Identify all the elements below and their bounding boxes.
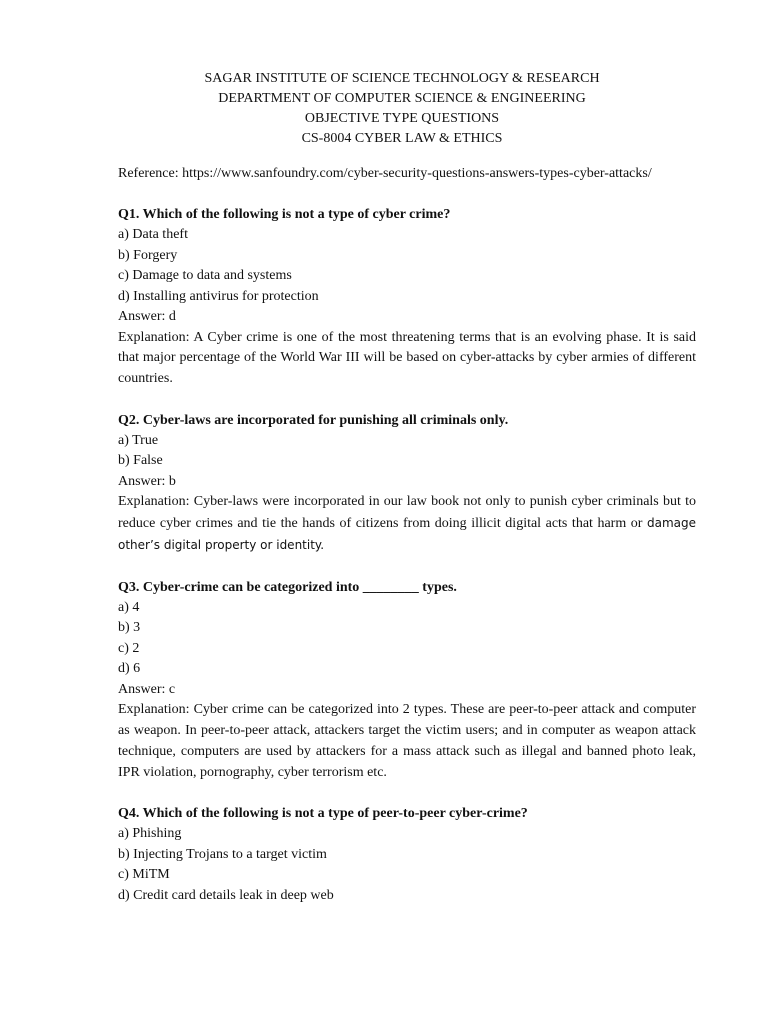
option-d: d) Credit card details leak in deep web [118, 887, 334, 903]
document-header [108, 69, 696, 149]
explanation: Explanation: Cyber crime can be categorized into 2 types. These are peer-to-peer attack and computer as weapon. In peer-to-peer attack, attackers target the victim users; and in computer as weapon attack technique, computers are used by attackers for a mass attack such as illegal and banned photo leak, IPR violation, pornography, cyber terrorism etc. [118, 702, 696, 780]
question-3 [118, 578, 696, 784]
document-type: OBJECTIVE TYPE QUESTIONS [304, 111, 500, 126]
option-b: b) 3 [118, 620, 141, 636]
option-a: a) Data theft [118, 227, 188, 242]
option-c: c) MiTM [118, 867, 170, 883]
option-c: c) 2 [118, 640, 140, 656]
course-title: CS-8004 CYBER LAW & ETHICS [301, 131, 503, 146]
question-title: Q3. Cyber-crime can be categorized into ________ types. [118, 579, 457, 595]
answer: Answer: c [118, 681, 176, 697]
question-title: Q2. Cyber-laws are incorporated for punishing all criminals only. [118, 412, 509, 428]
option-b: b) Forgery [118, 247, 178, 263]
explanation-text: Explanation: Cyber-laws were incorporated in our law book not only to punish cyber criminals but to reduce cyber crimes and tie the hands of citizens from doing illicit digital acts that harm or [118, 494, 696, 532]
explanation-tail: damage other’s digital property or identity. [118, 516, 697, 552]
option-b: b) Injecting Trojans to a target victim [118, 846, 327, 862]
option-d: d) Installing antivirus for protection [118, 288, 319, 304]
reference-line: Reference: https://www.sanfoundry.com/cyber-security-questions-answers-types-cyber-attacks/ [118, 166, 652, 181]
question-title: Q4. Which of the following is not a type of peer-to-peer cyber-crime? [118, 806, 528, 822]
option-a: a) 4 [118, 599, 140, 615]
option-a: a) True [118, 432, 159, 448]
option-b: b) False [118, 453, 163, 469]
department-name: DEPARTMENT OF COMPUTER SCIENCE & ENGINEERING [218, 91, 586, 106]
answer: Answer: b [118, 473, 176, 489]
question-title: Q1. Which of the following is not a type of cyber crime? [118, 207, 451, 222]
question-4 [118, 804, 696, 906]
explanation [118, 492, 696, 556]
explanation: Explanation: A Cyber crime is one of the most threatening terms that is an evolving phase. It is said that major percentage of the World War III will be based on cyber-attacks by cyber armies of different countries. [118, 329, 696, 387]
question-2 [118, 411, 696, 557]
option-c: c) Damage to data and systems [118, 268, 292, 283]
option-d: d) 6 [118, 661, 141, 677]
option-a: a) Phishing [118, 826, 182, 842]
institute-name: SAGAR INSTITUTE OF SCIENCE TECHNOLOGY & RESEARCH [204, 71, 600, 86]
answer: Answer: d [118, 309, 176, 324]
question-1 [118, 205, 696, 390]
